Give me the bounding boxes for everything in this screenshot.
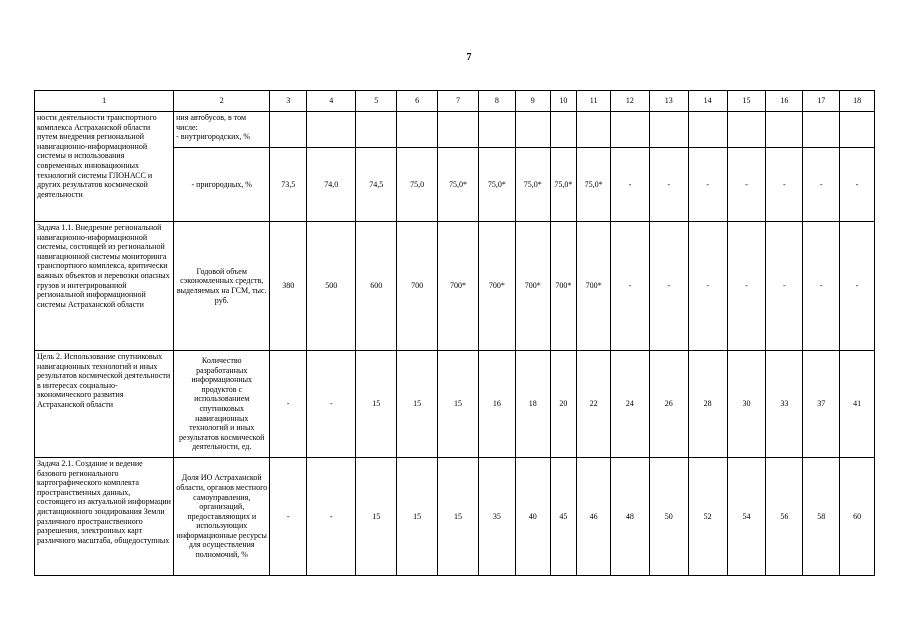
indicator-cell: Количество разработанных информационных продуктов с использованием спутниковых навигационных технологий и иных результатов космической деятельности, ед. <box>174 351 270 458</box>
value-cell: 35 <box>479 458 516 576</box>
value-cell: - <box>688 148 727 222</box>
header-cell: 15 <box>727 91 766 112</box>
value-cell: 75,0* <box>550 148 577 222</box>
header-cell: 9 <box>515 91 550 112</box>
header-cell: 16 <box>766 91 803 112</box>
value-cell: - <box>727 148 766 222</box>
header-cell: 14 <box>688 91 727 112</box>
value-cell: 500 <box>307 222 356 351</box>
value-cell: 15 <box>397 458 438 576</box>
value-cell: 75,0* <box>479 148 516 222</box>
value-cell: - <box>727 222 766 351</box>
value-cell: 37 <box>803 351 840 458</box>
value-cell: - <box>270 351 307 458</box>
value-cell: 74,0 <box>307 148 356 222</box>
value-cell: 58 <box>803 458 840 576</box>
value-cell: 18 <box>515 351 550 458</box>
header-cell: 1 <box>35 91 174 112</box>
value-cell: - <box>307 351 356 458</box>
value-cell: - <box>803 148 840 222</box>
header-cell: 8 <box>479 91 516 112</box>
value-cell: 22 <box>577 351 611 458</box>
header-cell: 12 <box>610 91 649 112</box>
value-cell: 33 <box>766 351 803 458</box>
value-cell: - <box>610 222 649 351</box>
header-cell: 18 <box>840 91 875 112</box>
value-cell: 700* <box>550 222 577 351</box>
value-cell: 40 <box>515 458 550 576</box>
value-cell: 30 <box>727 351 766 458</box>
value-cell: 700* <box>515 222 550 351</box>
header-cell: 7 <box>438 91 479 112</box>
value-cell: 48 <box>610 458 649 576</box>
header-cell: 6 <box>397 91 438 112</box>
value-cell: 75,0* <box>577 148 611 222</box>
value-cell: 15 <box>356 351 397 458</box>
header-cell: 3 <box>270 91 307 112</box>
value-cell: 75,0 <box>397 148 438 222</box>
value-cell: 45 <box>550 458 577 576</box>
value-cell: 75,0* <box>515 148 550 222</box>
value-cell: 380 <box>270 222 307 351</box>
value-cell: - <box>766 148 803 222</box>
value-cell: - <box>649 222 688 351</box>
header-cell: 2 <box>174 91 270 112</box>
header-cell: 4 <box>307 91 356 112</box>
table-row <box>35 351 875 458</box>
value-cell: - <box>307 458 356 576</box>
task-cell: Задача 2.1. Создание и ведение базового регионального картографического комплекта пространственных данных, состоящего из актуальной информации дистанционного зондирования Земли различного пространственного разрешения, электронных карт различного масштаба, общедоступных <box>35 458 174 576</box>
value-cell: 74,5 <box>356 148 397 222</box>
task-cell: Задача 1.1. Внедрение региональной навигационно-информационной системы, состоящей из региональной навигационной системы мониторинга транспортного комплекса, критически важных объектов и перевозки опасных грузов и интегрированной региональной информационной системы Астраханской области <box>35 222 174 351</box>
table-row <box>35 112 875 148</box>
header-cell: 11 <box>577 91 611 112</box>
value-cell: 50 <box>649 458 688 576</box>
value-cell: 20 <box>550 351 577 458</box>
value-cell: 700* <box>577 222 611 351</box>
value-cell: - <box>649 148 688 222</box>
value-cell: 700* <box>438 222 479 351</box>
value-cell: - <box>688 222 727 351</box>
value-cell: 56 <box>766 458 803 576</box>
value-cell: - <box>766 222 803 351</box>
value-cell: 15 <box>397 351 438 458</box>
value-cell: - <box>840 148 875 222</box>
value-cell: 600 <box>356 222 397 351</box>
indicator-cell: Годовой объем сэкономленных средств, выделяемых на ГСМ, тыс. руб. <box>174 222 270 351</box>
value-cell: - <box>803 222 840 351</box>
value-cell: 52 <box>688 458 727 576</box>
value-cell: 700* <box>479 222 516 351</box>
header-cell: 5 <box>356 91 397 112</box>
value-cell: 15 <box>438 458 479 576</box>
value-cell: 700 <box>397 222 438 351</box>
value-cell: 46 <box>577 458 611 576</box>
value-cell: 16 <box>479 351 516 458</box>
value-cell: 15 <box>356 458 397 576</box>
indicator-cell: - пригородных, % <box>174 148 270 222</box>
goal-cell: Цель 2. Использование спутниковых навигационных технологий и иных результатов космической деятельности в интересах социально-экономического развития Астраханской области <box>35 351 174 458</box>
value-cell: 15 <box>438 351 479 458</box>
value-cell: 26 <box>649 351 688 458</box>
indicator-cell: Доля ИО Астраханской области, органов местного самоуправления, организаций, предоставляющих и использующих информационные ресурсы для осуществления полномочий, % <box>174 458 270 576</box>
header-cell: 17 <box>803 91 840 112</box>
value-cell: 60 <box>840 458 875 576</box>
header-cell: 13 <box>649 91 688 112</box>
page-number: 7 <box>466 52 472 63</box>
header-row <box>35 91 875 112</box>
value-cell: 54 <box>727 458 766 576</box>
goal-cell: ности деятельности транспортного комплекса Астраханской области путем внедрения региональной навигационно-информационной системы и использования современных инновационных технологий системы ГЛОНАСС и других результатов космической деятельности <box>35 112 174 222</box>
table-row <box>35 222 875 351</box>
header-cell: 10 <box>550 91 577 112</box>
value-cell: 28 <box>688 351 727 458</box>
value-cell: 73,5 <box>270 148 307 222</box>
indicators-table <box>34 90 875 576</box>
value-cell: 75,0* <box>438 148 479 222</box>
indicator-cell: ния автобусов, в том числе: - внутригородских, % <box>174 112 270 148</box>
value-cell: 41 <box>840 351 875 458</box>
value-cell: 24 <box>610 351 649 458</box>
value-cell: - <box>840 222 875 351</box>
table-row <box>35 458 875 576</box>
value-cell: - <box>610 148 649 222</box>
value-cell: - <box>270 458 307 576</box>
